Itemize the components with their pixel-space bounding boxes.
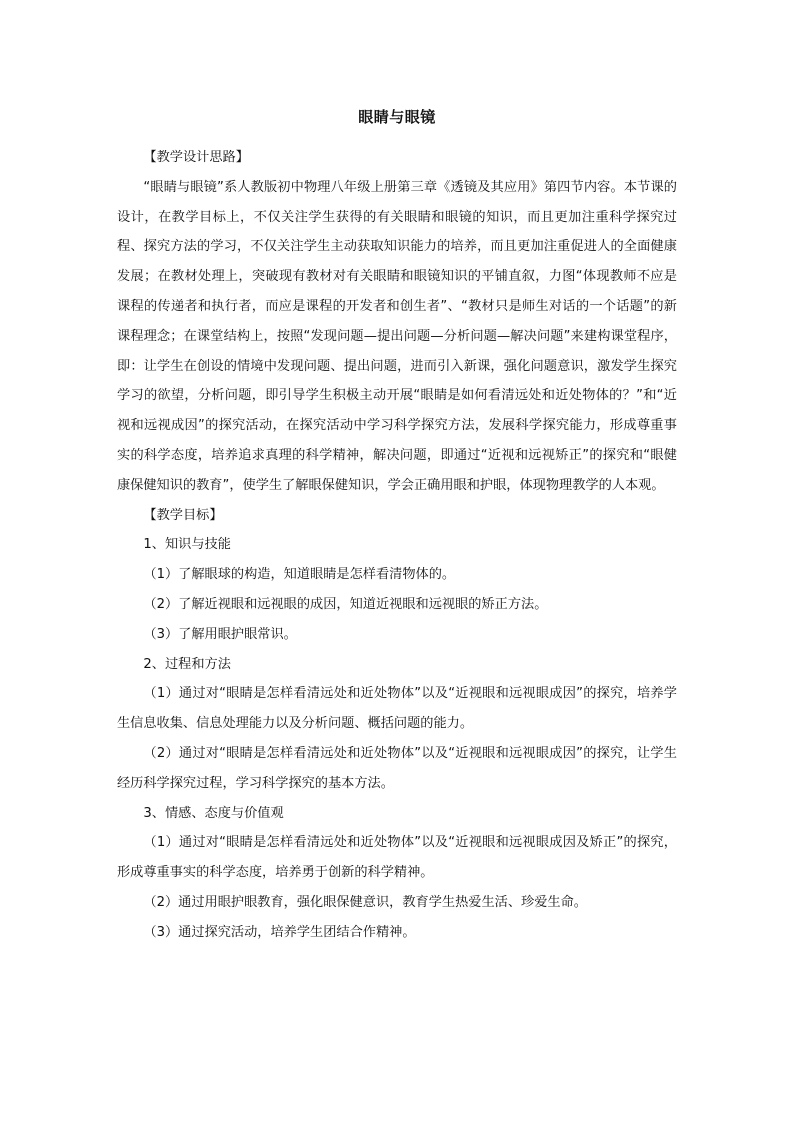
goal2-heading: 2、过程和方法 bbox=[143, 656, 231, 672]
goal3-item-2: （2）通过用眼护眼教育，强化眼保健意识，教育学生热爱生活、珍爱生命。 bbox=[143, 894, 587, 910]
goal3-item-1: （1）通过对“眼睛是怎样看清远处和近处物体”以及“近视眼和远视眼成因及矫正”的探究，形成尊重事实的科学态度，培养勇于创新的科学精神。 bbox=[117, 835, 677, 881]
goal1-item-2: （2）了解近视眼和远视眼的成因，知道近视眼和远视眼的矫正方法。 bbox=[143, 596, 548, 612]
goal1-item-1: （1）了解眼球的构造，知道眼睛是怎样看清物体的。 bbox=[143, 567, 456, 583]
design-paragraph: “眼睛与眼镜”系人教版初中物理八年级上册第三章《透镜及其应用》第四节内容。本节课的设计，在教学目标上，不仅关注学生获得的有关眼睛和眼镜的知识，而且更加注重科学探究过程、探究方法的学习，不仅关注学生主动获取知识能力的培养，而且更加注重促进人的全面健康发展；在教材处理上，突破现有教材对有关眼睛和眼镜知识的平铺直叙，力图“体现教师不应是课程的传递者和执行者，而应是课程的开发者和创生者”、“教材只是师生对话的一个话题”的新课程理念；在课堂结构上，按照“发现问题—提出问题—分析问题—解决问题”来建构课堂程序，即：让学生在创设的情境中发现问题、提出问题，进而引入新课，强化问题意识，激发学生探究学习的欲望，分析问题，即引导学生积极主动开展“眼睛是如何看清远处和近处物体的？”和“近视和远视成因”的探究活动，在探究活动中学习科学探究方法，发展科学探究能力，形成尊重事实的科学态度，培养追求真理的科学精神，解决问题，即通过“近视和远视矫正”的探究和“眼健康保健知识的教育”，使学生了解眼保健知识，学会正确用眼和护眼，体现物理教学的人本观。 bbox=[117, 179, 677, 493]
goal3-item-3: （3）通过探究活动，培养学生团结合作精神。 bbox=[143, 924, 416, 940]
goal2-item-2: （2）通过对“眼睛是怎样看清远处和近处物体”以及“近视眼和远视眼成因”的探究，让学生经历科学探究过程，学习科学探究的基本方法。 bbox=[117, 745, 677, 791]
goal1-item-3: （3）了解用眼护眼常识。 bbox=[143, 626, 297, 642]
document-body bbox=[117, 143, 677, 948]
document-title: 眼睛与眼镜 bbox=[358, 108, 436, 126]
goal1-heading: 1、知识与技能 bbox=[143, 537, 231, 553]
goals-heading: 【教学目标】 bbox=[143, 507, 223, 523]
goal3-heading: 3、情感、态度与价值观 bbox=[143, 805, 284, 821]
goal2-item-1: （1）通过对“眼睛是怎样看清远处和近处物体”以及“近视眼和远视眼成因”的探究，培养学生信息收集、信息处理能力以及分析问题、概括问题的能力。 bbox=[117, 686, 677, 732]
design-heading: 【教学设计思路】 bbox=[143, 150, 249, 165]
